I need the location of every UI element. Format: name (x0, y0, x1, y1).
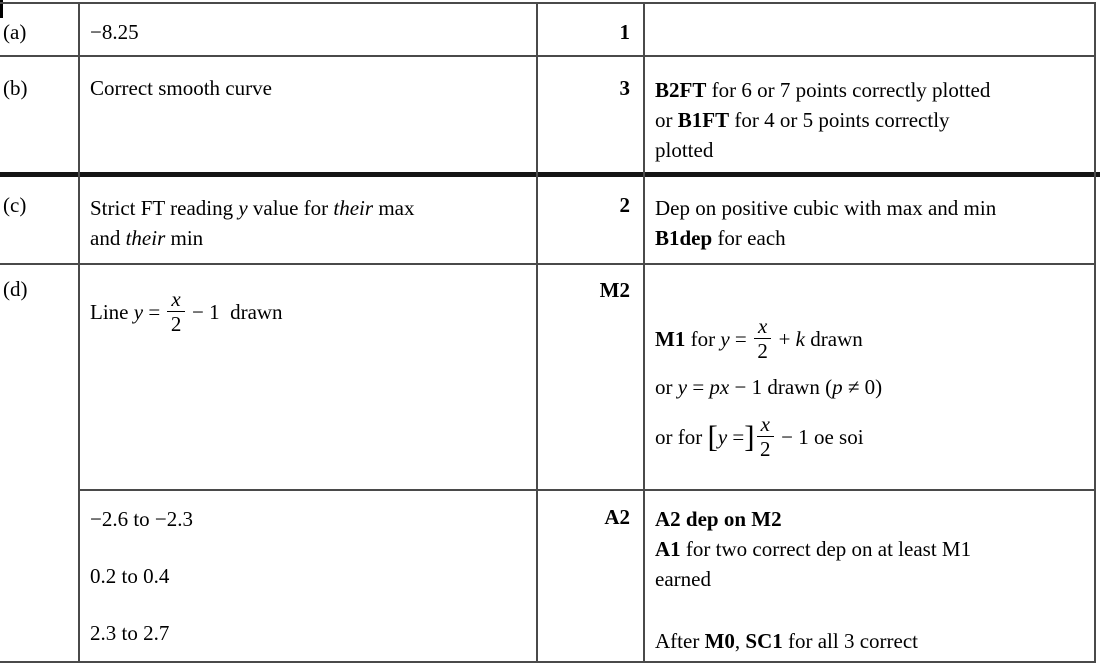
fraction-denominator: 2 (759, 437, 771, 462)
math-var: y (238, 196, 248, 220)
marks-cell-c (536, 178, 643, 263)
note-line (655, 223, 1085, 253)
note-text: for all 3 correct (782, 629, 919, 653)
answer-text: max (373, 196, 415, 220)
part-label-c: (c) (3, 193, 27, 217)
equation-line (90, 288, 524, 335)
marks-value-d2: A2 (604, 505, 630, 529)
math-var: y (717, 424, 728, 449)
note-text: − 1 drawn ( (729, 375, 833, 400)
notes-cell-d1 (643, 265, 1095, 490)
mark-code: B2FT (655, 78, 707, 102)
column-divider-part (78, 2, 80, 663)
marks-cell-a (536, 3, 643, 55)
note-text: − 1 oe soi (775, 424, 864, 449)
fraction (167, 288, 184, 335)
notes-cell-c (643, 178, 1095, 263)
marks-value-c: 2 (619, 193, 630, 217)
row-divider-c-d (0, 263, 1095, 265)
note-text: for (685, 326, 721, 351)
answer-text: Line (90, 299, 134, 324)
table-border-top (0, 2, 1095, 4)
note-line (655, 75, 1085, 105)
marks-cell-b (536, 56, 643, 172)
part-cell-c (0, 178, 78, 263)
note-line (655, 504, 1085, 534)
note-line (655, 135, 1085, 165)
note-text: or (655, 108, 678, 132)
fraction-denominator: 2 (757, 339, 768, 364)
part-cell-d (0, 265, 78, 490)
math-operator: = (687, 375, 710, 400)
note-equation-line (655, 413, 1085, 460)
answer-text: − 1 drawn (186, 299, 283, 324)
notes-cell-b (643, 56, 1095, 172)
part-cell-b (0, 56, 78, 172)
answer-text-b: Correct smooth curve (90, 76, 272, 100)
row-divider-a-b (0, 55, 1095, 57)
answer-line (90, 507, 524, 531)
answer-text: and (90, 226, 126, 250)
emphasized-text: their (333, 196, 374, 220)
math-operator: = (727, 424, 745, 449)
math-operator: = (143, 299, 166, 324)
marks-value-d1: M2 (599, 278, 630, 302)
subrow-divider-d (78, 489, 1095, 491)
note-line (655, 564, 1085, 594)
math-var: k (795, 326, 805, 351)
mark-code: B1dep (655, 226, 713, 250)
answer-cell-c (78, 178, 536, 263)
fraction (757, 413, 774, 460)
marks-value-b: 3 (619, 76, 630, 100)
fraction-denominator: 2 (170, 312, 182, 337)
note-text: plotted (655, 138, 714, 162)
note-text: for 4 or 5 points correctly (729, 108, 950, 132)
close-bracket: ] (744, 418, 755, 454)
marks-value-a: 1 (619, 20, 630, 44)
math-var: p (832, 375, 843, 400)
note-equation-line (655, 315, 1085, 362)
note-text: ≠ 0) (842, 375, 883, 400)
part-label-a: (a) (3, 20, 27, 44)
column-divider-marks (536, 2, 538, 663)
note-text: or for (655, 424, 708, 449)
note-line (655, 193, 1085, 223)
answer-line (90, 223, 524, 253)
math-var: y (677, 375, 688, 400)
note-text: drawn (805, 326, 863, 351)
note-text: earned (655, 567, 711, 591)
mark-code: B1FT (677, 108, 730, 132)
answer-range-2: 0.2 to 0.4 (90, 564, 170, 588)
table-border-right (1094, 2, 1096, 663)
note-text: for 6 or 7 points correctly plotted (706, 78, 991, 102)
mark-code: M0 (704, 629, 735, 653)
answer-line (90, 621, 524, 645)
answer-cell-b (78, 56, 536, 172)
answer-text: min (165, 226, 204, 250)
note-text: Dep on positive cubic with max and min (655, 196, 997, 220)
fraction-numerator: x (167, 288, 184, 312)
section-divider (0, 172, 1100, 177)
fraction (754, 315, 771, 362)
answer-cell-d1 (78, 265, 536, 490)
column-divider-notes (643, 2, 645, 663)
note-line (655, 534, 1085, 564)
fraction-numerator: x (754, 315, 771, 339)
table-border-bottom (0, 661, 1095, 663)
mark-code: A1 (655, 537, 681, 561)
part-cell-a (0, 3, 78, 55)
note-text: for two correct dep on at least M1 (680, 537, 972, 561)
mark-code: A2 dep on M2 (655, 507, 782, 531)
open-bracket: [ (707, 418, 718, 454)
note-text: , (734, 629, 746, 653)
note-text: After (655, 629, 705, 653)
note-line (655, 626, 1085, 656)
note-equation-line (655, 375, 1085, 399)
answer-range-1: −2.6 to −2.3 (90, 507, 194, 531)
note-text: or (655, 375, 678, 400)
note-line (655, 105, 1085, 135)
answer-cell-d2 (78, 491, 536, 661)
math-var: y (720, 326, 730, 351)
math-operator: + (773, 326, 796, 351)
math-operator: = (729, 326, 752, 351)
answer-range-3: 2.3 to 2.7 (90, 621, 170, 645)
math-var: y (133, 299, 144, 324)
answer-line (90, 564, 524, 588)
part-label-d: (d) (3, 277, 28, 301)
fraction-numerator: x (757, 413, 774, 437)
part-label-b: (b) (3, 76, 28, 100)
answer-line (90, 193, 524, 223)
note-text: for each (712, 226, 786, 250)
marks-cell-d1 (536, 265, 643, 490)
mark-code: M1 (655, 326, 686, 351)
answer-text: value for (247, 196, 334, 220)
answer-text-a: −8.25 (90, 20, 139, 44)
emphasized-text: their (125, 226, 166, 250)
math-var: px (709, 375, 730, 400)
answer-cell-a (78, 3, 536, 55)
marks-cell-d2 (536, 491, 643, 661)
notes-cell-d2 (643, 491, 1095, 661)
mark-code: SC1 (745, 629, 783, 653)
answer-text: Strict FT reading (90, 196, 239, 220)
